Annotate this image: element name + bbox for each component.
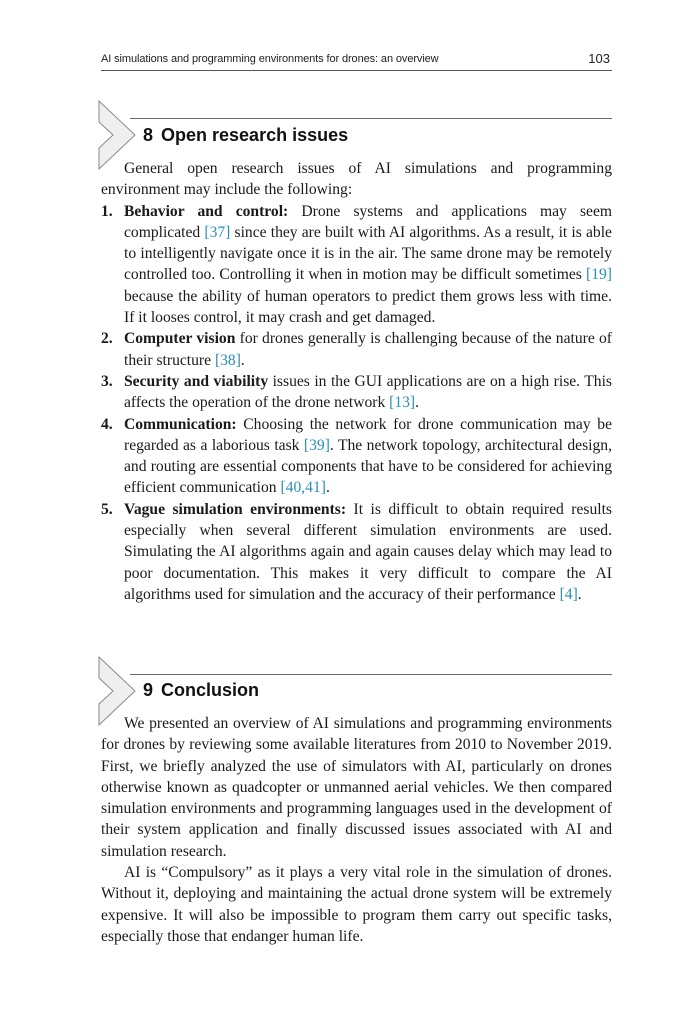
list-item-term: Behavior and control: [124, 202, 289, 220]
citation-link[interactable]: [40,41] [280, 479, 326, 497]
list-item-term: Vague simulation environments: [124, 500, 347, 518]
list-item-text: It is difficult to obtain required results especially when several different simulation environments are used. Simulating the AI algorithms again and again causes delay which may lead to poor documentation. This makes it very difficult to compare the AI algorithms used for simulation and the accuracy of their performance [124, 500, 612, 603]
citation-link[interactable]: [38] [214, 351, 241, 369]
list-item-number: 2. [101, 330, 113, 348]
list-item-term: Computer vision [124, 330, 236, 348]
section-number: 9 [143, 680, 154, 700]
list-item-text: . [240, 351, 245, 369]
issue-list [101, 201, 612, 606]
running-header [101, 50, 612, 71]
list-item-text: . [415, 394, 420, 412]
list-item-text: . The network topology, architectural design, and routing are essential components that have to be considered for achieving efficient communication [124, 436, 612, 497]
section-body [101, 713, 612, 947]
citation-link[interactable]: [39] [303, 436, 330, 454]
list-item [101, 414, 612, 499]
list-item-text: because the ability of human operators to predict them grows less with time. If it looses control, it may crash and get damaged. [124, 287, 612, 327]
section-body [101, 158, 612, 605]
list-item-term: Communication: [124, 415, 237, 433]
section-heading [143, 125, 348, 146]
list-item [101, 201, 612, 329]
list-item-text: issues in the GUI applications are on a high rise. This affects the operation of the drone network [124, 372, 612, 412]
section-number: 8 [143, 125, 154, 145]
list-item [101, 499, 612, 605]
paragraph: AI is “Compulsory” as it plays a very vital role in the simulation of drones. Without it, deploying and maintaining the actual drone system will be extremely expensive. It will also be impossible to program them carry out specific tasks, especially those that endanger human life. [101, 864, 612, 945]
list-item [101, 371, 612, 414]
list-item-number: 1. [101, 202, 113, 220]
list-item-text: Choosing the network for drone communication may be regarded as a laborious task [124, 415, 612, 454]
citation-link[interactable]: [13] [389, 394, 416, 412]
list-item-text: . [577, 585, 582, 603]
paragraph: General open research issues of AI simulations and programming environment may include the following: [101, 160, 612, 199]
citation-link[interactable]: [37] [204, 223, 231, 241]
paragraph: We presented an overview of AI simulations and programming environments for drones by reviewing some available literatures from 2010 to November 2019. First, we briefly analyzed the use of simulators with AI, particularly on drones otherwise known as quadcopter or unmanned aerial vehicles. We then compared simulation environments and programming languages used in the development of their system application and finally discussed issues associated with AI and simulation research. [101, 715, 612, 860]
citation-link[interactable]: [4] [559, 585, 578, 603]
citation-link[interactable]: [19] [586, 266, 612, 284]
section-rule [130, 674, 612, 675]
list-item-number: 5. [101, 500, 113, 518]
list-item-text: Drone systems and applications may seem complicated [124, 202, 613, 241]
list-item-text: for drones generally is challenging because of the nature of their structure [124, 330, 612, 369]
list-item-number: 4. [101, 415, 113, 433]
list-item-term: Security and viability [124, 372, 269, 390]
list-item-text: . [325, 479, 330, 497]
list-item-text: since they are built with AI algorithms. As a result, it is able to intelligently navigate once it is in the air. The same drone may be remotely controlled too. Controlling it when in motion may be difficult sometimes [124, 223, 612, 284]
section-rule [130, 118, 612, 119]
section-heading [143, 680, 259, 701]
list-item [101, 328, 612, 371]
list-item-number: 3. [101, 372, 113, 390]
section-title: Open research issues [161, 125, 349, 145]
section-title: Conclusion [161, 680, 260, 700]
page-number: 103 [588, 51, 610, 66]
running-title: AI simulations and programming environments for drones: an overview [101, 53, 439, 65]
